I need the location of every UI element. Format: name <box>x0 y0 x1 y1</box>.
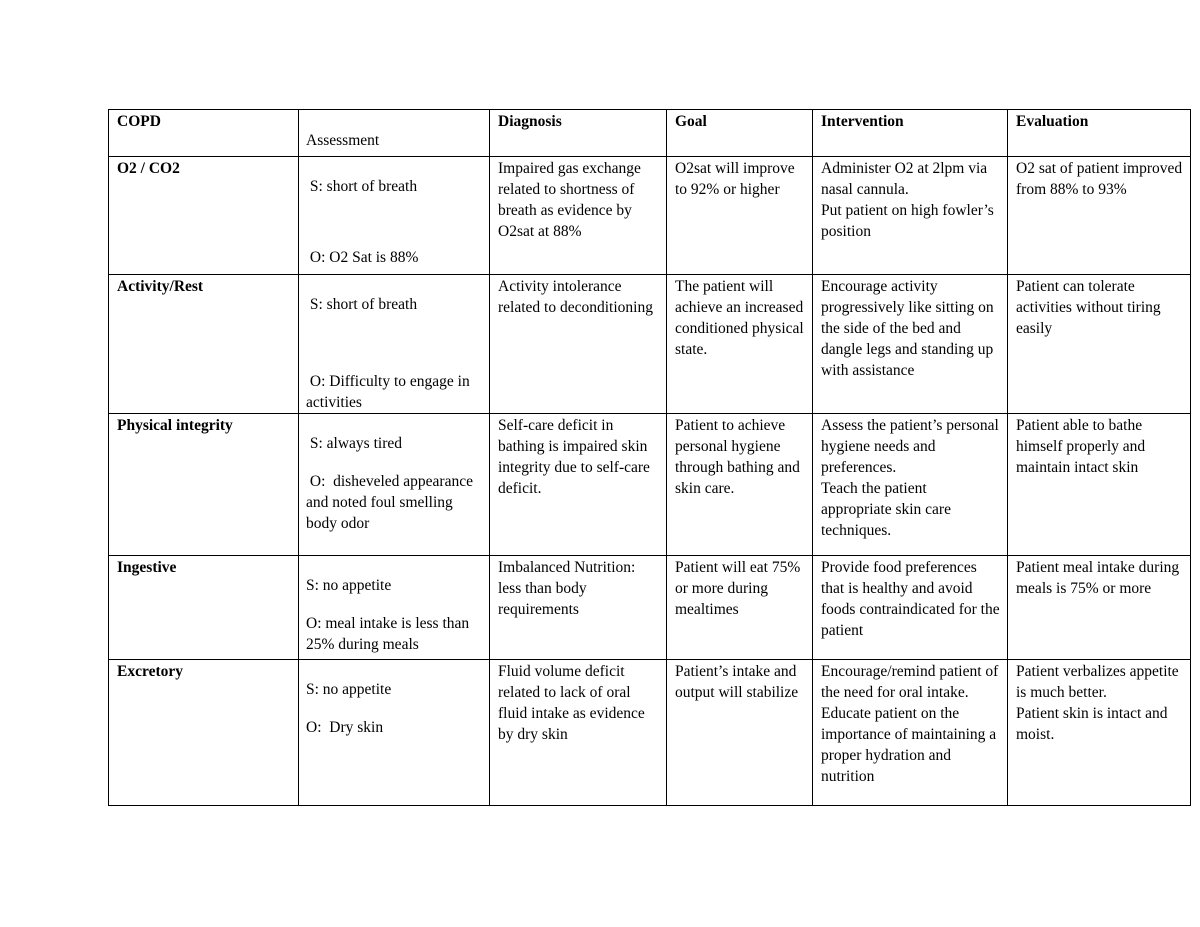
care-plan-table <box>108 109 1191 806</box>
intervention-cell <box>813 414 1008 556</box>
intervention-line: Put patient on high fowler’s position <box>821 202 994 240</box>
evaluation-cell: Patient able to bathe himself properly and maintain intact skin <box>1008 414 1191 556</box>
intervention-cell <box>813 275 1008 414</box>
objective-text: O: Dry skin <box>306 719 384 736</box>
assessment-cell <box>299 157 490 275</box>
subjective-text: S: short of breath <box>306 178 418 195</box>
intervention-line: Provide food preferences that is healthy and avoid foods contraindicated for the patient <box>821 559 1000 639</box>
header-row <box>109 110 1191 157</box>
subjective-text: S: no appetite <box>306 681 392 698</box>
row-label: O2 / CO2 <box>109 157 299 275</box>
subjective-text: S: always tired <box>306 435 402 452</box>
diagnosis-cell: Activity intolerance related to deconditioning <box>490 275 667 414</box>
intervention-line: Teach the patient appropriate skin care techniques. <box>821 480 951 539</box>
header-goal: Goal <box>667 110 813 157</box>
goal-cell: Patient will eat 75% or more during mealtimes <box>667 556 813 660</box>
row-label: Physical integrity <box>109 414 299 556</box>
assessment-cell <box>299 556 490 660</box>
row-label: Activity/Rest <box>109 275 299 414</box>
goal-cell: O2sat will improve to 92% or higher <box>667 157 813 275</box>
header-diagnosis: Diagnosis <box>490 110 667 157</box>
objective-text: O: Difficulty to engage in activities <box>306 373 474 411</box>
diagnosis-cell: Imbalanced Nutrition: less than body requirements <box>490 556 667 660</box>
diagnosis-cell: Self-care deficit in bathing is impaired skin integrity due to self-care deficit. <box>490 414 667 556</box>
objective-text: O: disheveled appearance and noted foul smelling body odor <box>306 473 477 532</box>
objective-text: O: O2 Sat is 88% <box>306 249 419 266</box>
table-row <box>109 275 1191 414</box>
intervention-line: Assess the patient’s personal hygiene needs and preferences. <box>821 417 999 476</box>
header-copd: COPD <box>109 110 299 157</box>
assessment-cell <box>299 660 490 806</box>
header-intervention: Intervention <box>813 110 1008 157</box>
subjective-text: S: no appetite <box>306 577 392 594</box>
table-row <box>109 414 1191 556</box>
intervention-cell <box>813 660 1008 806</box>
goal-cell: The patient will achieve an increased conditioned physical state. <box>667 275 813 414</box>
intervention-line: Educate patient on the importance of maintaining a proper hydration and nutrition <box>821 705 997 785</box>
evaluation-line: Patient skin is intact and moist. <box>1016 705 1168 743</box>
header-evaluation: Evaluation <box>1008 110 1191 157</box>
diagnosis-cell: Fluid volume deficit related to lack of oral fluid intake as evidence by dry skin <box>490 660 667 806</box>
header-assessment <box>299 110 490 157</box>
row-label: Ingestive <box>109 556 299 660</box>
intervention-cell <box>813 157 1008 275</box>
subjective-text: S: short of breath <box>306 296 418 313</box>
table-row <box>109 556 1191 660</box>
goal-cell: Patient’s intake and output will stabilize <box>667 660 813 806</box>
evaluation-line: Patient verbalizes appetite is much better. <box>1016 663 1179 701</box>
intervention-line: Encourage/remind patient of the need for oral intake. <box>821 663 999 701</box>
evaluation-cell <box>1008 660 1191 806</box>
evaluation-cell: O2 sat of patient improved from 88% to 93% <box>1008 157 1191 275</box>
evaluation-cell: Patient meal intake during meals is 75% or more <box>1008 556 1191 660</box>
row-label: Excretory <box>109 660 299 806</box>
assessment-cell <box>299 414 490 556</box>
intervention-line: Administer O2 at 2lpm via nasal cannula. <box>821 160 988 198</box>
goal-cell: Patient to achieve personal hygiene through bathing and skin care. <box>667 414 813 556</box>
assessment-cell <box>299 275 490 414</box>
table-row <box>109 660 1191 806</box>
objective-text: O: meal intake is less than 25% during meals <box>306 615 474 653</box>
evaluation-cell: Patient can tolerate activities without tiring easily <box>1008 275 1191 414</box>
intervention-line: Encourage activity progressively like sitting on the side of the bed and dangle legs and standing up with assistance <box>821 278 994 379</box>
header-assessment-label: Assessment <box>306 132 380 149</box>
intervention-cell <box>813 556 1008 660</box>
table-row <box>109 157 1191 275</box>
diagnosis-cell: Impaired gas exchange related to shortness of breath as evidence by O2sat at 88% <box>490 157 667 275</box>
